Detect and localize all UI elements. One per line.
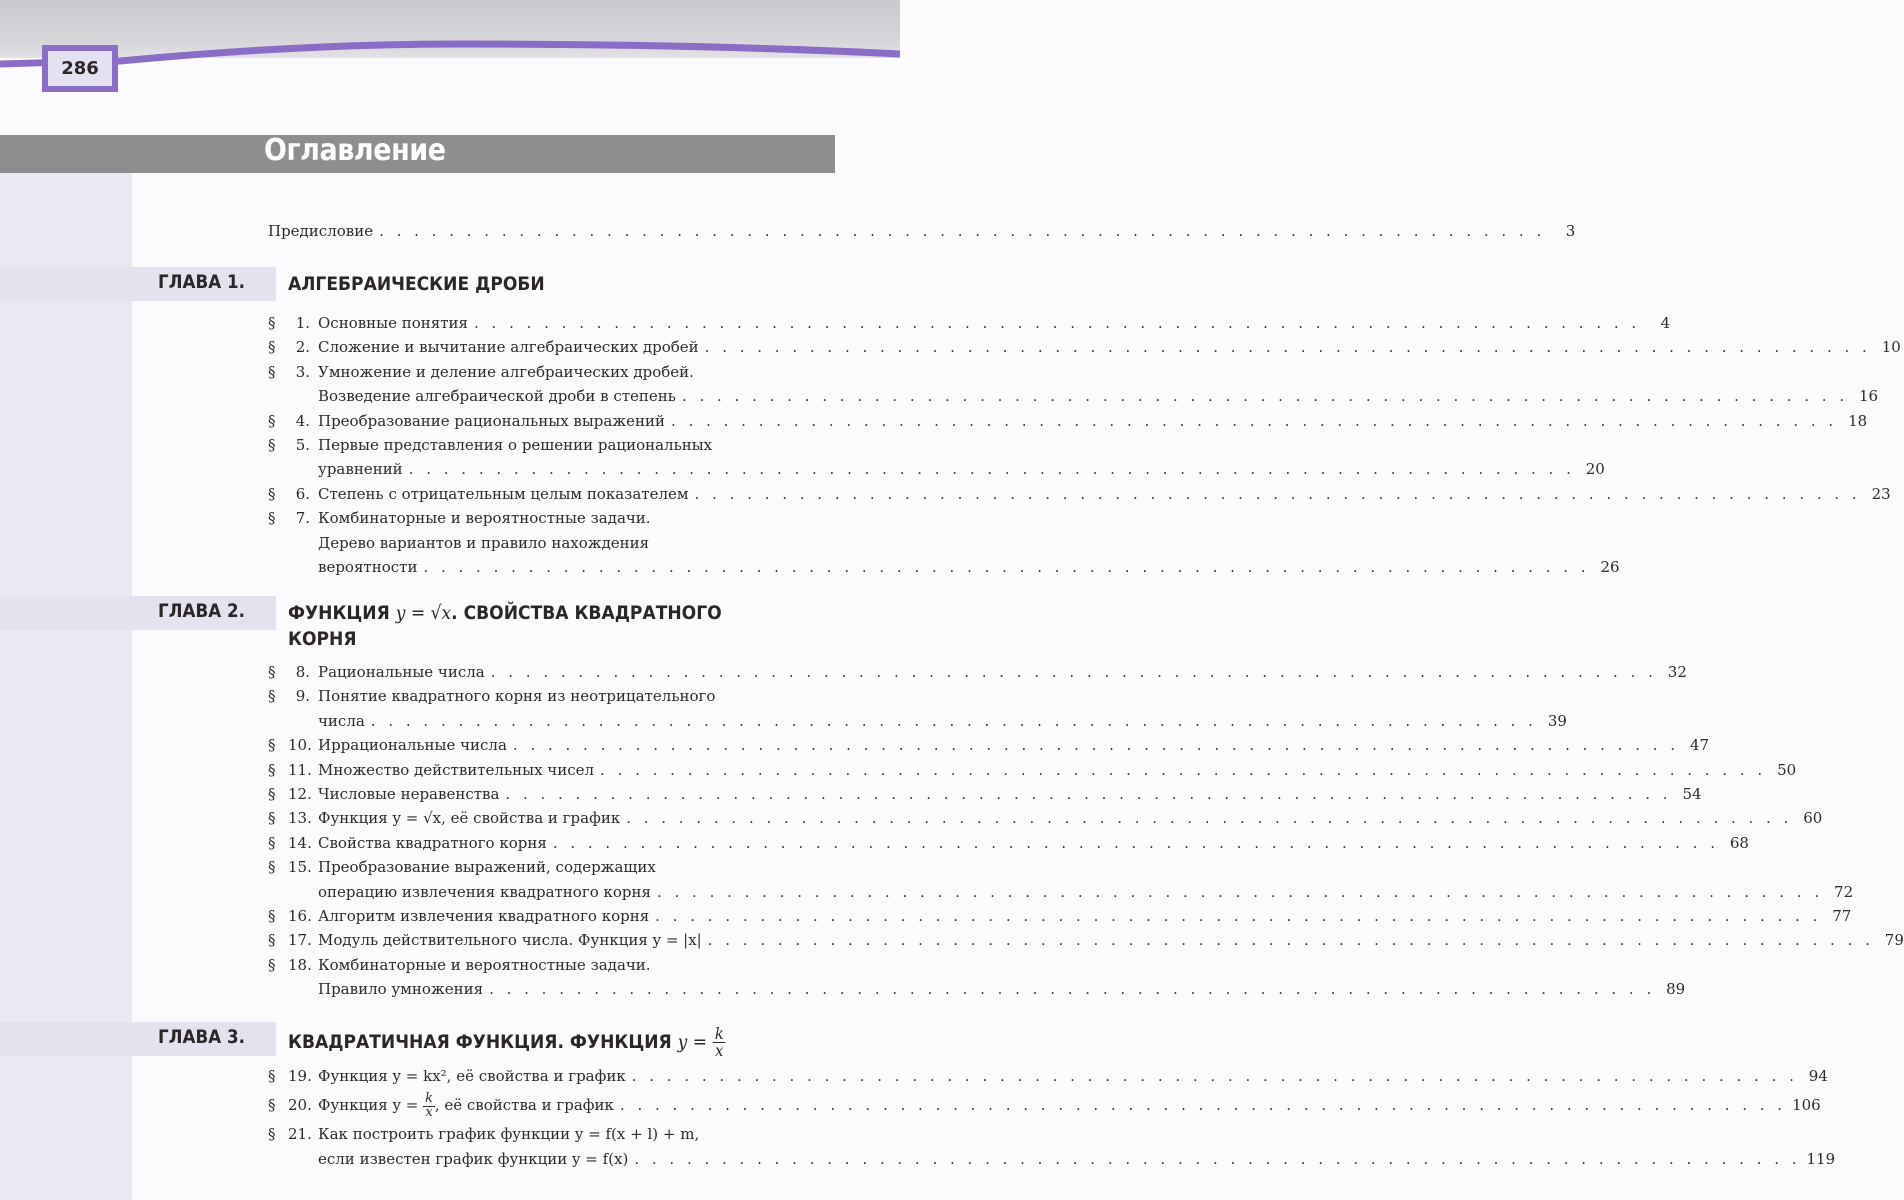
section-number: 15. [288,858,312,877]
toc-entry[interactable] [268,433,1605,482]
section-number: 14. [288,833,312,852]
section-title-cont: Дерево вариантов и правило нахождения [318,533,650,552]
section-title-cont: числа [318,711,365,730]
section-title: Комбинаторные и вероятностные задачи. [318,955,651,974]
chapter-1-sections [268,311,1901,579]
leader-dots [379,222,1545,240]
page-ref: 10 [1881,338,1901,357]
section-sign: § [268,955,276,974]
chapter-title: ФУНКЦИЯ y = √x. СВОЙСТВА КВАДРАТНОГО КОРНЯ [288,602,722,650]
leader-dots [682,384,1848,408]
page-ref: 3 [1565,222,1576,240]
section-title-cont: Правило умножения [318,980,484,999]
section-title: Функция y = √x, её свойства и график [318,809,621,828]
section-sign: § [268,809,276,828]
leader-dots [513,733,1679,757]
page-ref: 106 [1792,1096,1821,1115]
leader-dots [655,904,1821,928]
section-number: 10. [288,736,312,755]
chapter-label: ГЛАВА 1. [158,271,245,293]
section-number: 13. [288,809,312,828]
section-number: 5. [295,436,310,455]
chapter-title: АЛГЕБРАИЧЕСКИЕ ДРОБИ [288,273,545,295]
toc-entry[interactable] [268,482,1891,506]
leader-dots [600,758,1766,782]
section-title: Первые представления о решении рациональных [318,436,713,455]
section-number: 3. [295,362,310,381]
page-ref: 89 [1666,980,1686,999]
page-ref: 23 [1871,484,1891,503]
page-ref: 68 [1729,833,1749,852]
k-over-x-formula: $\frac{k}{x}$ [425,1091,433,1120]
section-title: Как построить график функции y = f(x + l) + m, [318,1125,700,1144]
section-title: Модуль действительного числа. Функция y = |x| [318,931,702,950]
page-ref: 119 [1806,1149,1836,1168]
section-number: 16. [288,907,312,926]
section-number: 12. [288,785,312,804]
section-sign: § [268,411,276,430]
section-title: Комбинаторные и вероятностные задачи. [318,509,651,528]
page-ref: 26 [1600,558,1620,577]
leader-dots [474,311,1640,335]
chapter-label: ГЛАВА 2. [158,600,245,622]
page-ref: 79 [1884,931,1904,950]
chapter-label: ГЛАВА 3. [158,1026,245,1048]
page-ref: 72 [1834,882,1854,901]
toc-entry[interactable] [268,335,1901,359]
toc-entry[interactable] [268,1122,1836,1171]
page-ref: 32 [1667,663,1687,681]
section-sign: § [268,1067,276,1085]
toc-entry-preface[interactable] [268,222,1576,240]
chapter-title: КВАДРАТИЧНАЯ ФУНКЦИЯ. ФУНКЦИЯ y = $\frac{k}{x}$ [288,1024,724,1061]
leader-dots [423,555,1589,579]
section-sign: § [268,663,276,681]
section-number: 2. [295,338,310,357]
chapter-2-sections [268,660,1904,1002]
page-ref: 77 [1832,907,1852,926]
section-title: Числовые неравенства [318,785,500,804]
toc-entry[interactable] [268,660,1687,684]
section-sign: § [268,314,276,332]
page-title: Оглавление [264,133,446,168]
section-title-cont: Возведение алгебраической дроби в степень [318,387,676,406]
toc-entry[interactable] [268,782,1702,806]
section-sign: § [268,362,276,381]
page-ref: 94 [1808,1067,1828,1085]
section-sign: § [268,760,276,779]
section-sign: § [268,484,276,503]
section-sign: § [268,736,276,755]
section-number: 21. [288,1125,312,1144]
section-sign: § [268,907,276,926]
section-number: 9. [295,687,310,706]
leader-dots [657,880,1823,904]
section-number: 19. [288,1067,312,1085]
section-sign: § [268,1096,276,1115]
page-ref: 47 [1689,736,1710,755]
section-title: Иррациональные числа [318,736,507,755]
section-number: 7. [295,509,310,528]
leader-dots [553,831,1719,855]
leader-dots [620,1088,1786,1122]
leader-dots [632,1064,1798,1088]
leader-dots [705,335,1871,359]
section-title: Алгоритм извлечения квадратного корня [318,907,650,926]
section-title: Множество действительных чисел [318,760,595,779]
k-over-x-formula: $\frac{k}{x}$ [714,1024,724,1061]
leader-dots [371,709,1537,733]
sqrt-x-formula: y = √x [395,602,452,624]
chapter-3-sections [268,1064,1836,1171]
section-title-cont: если известен график функции y = f(x) [318,1149,629,1168]
page-ref: 39 [1547,711,1567,730]
header-curve-decoration [0,28,900,78]
section-number: 18. [288,955,312,974]
preface-label: Предисловие [268,222,374,240]
section-title: Сложение и вычитание алгебраических дробей [318,338,699,357]
page-number: 286 [42,45,118,92]
toc-entry[interactable] [268,311,1671,335]
page-ref: 50 [1777,760,1797,779]
toc-entry[interactable] [268,1088,1821,1122]
section-title-cont: вероятности [318,558,418,577]
toc-entry[interactable] [268,733,1710,757]
leader-dots [505,782,1671,806]
toc-entry[interactable] [268,758,1797,782]
page-ref: 18 [1848,411,1868,430]
page-ref: 16 [1859,387,1879,406]
section-number: 17. [288,931,312,950]
section-sign: § [268,931,276,950]
toc-entry[interactable] [268,806,1823,830]
section-sign: § [268,338,276,357]
section-sign: § [268,687,276,706]
page-ref: 20 [1585,460,1605,479]
leader-dots [634,1147,1800,1171]
toc-entry[interactable] [268,953,1686,1002]
section-title: Преобразование выражений, содержащих [318,858,656,877]
leader-dots [695,482,1861,506]
section-title-cont: операцию извлечения квадратного корня [318,882,651,901]
toc-entry[interactable] [268,1064,1828,1088]
section-sign: § [268,858,276,877]
page-ref: 60 [1803,809,1823,828]
leader-dots [489,977,1655,1001]
section-number: 8. [295,663,310,681]
leader-dots [708,928,1874,952]
leader-dots [671,409,1837,433]
section-number: 6. [295,484,310,503]
toc-entry[interactable] [268,506,1620,579]
page-ref: 54 [1682,785,1702,804]
section-number: 11. [288,760,312,779]
toc-entry[interactable] [268,904,1852,928]
page-ref: 4 [1660,314,1671,332]
section-sign: § [268,785,276,804]
section-title: Умножение и деление алгебраических дробей. [318,362,694,381]
section-sign: § [268,509,276,528]
section-title: Основные понятия [318,314,468,332]
toc-entry[interactable] [268,855,1854,904]
leader-dots [626,806,1792,830]
section-title-cont: уравнений [318,460,403,479]
leader-dots [409,457,1575,481]
section-title: Рациональные числа [318,663,485,681]
section-title: Преобразование рациональных выражений [318,411,666,430]
section-sign: § [268,1125,276,1144]
section-number: 4. [295,411,310,430]
section-number: 1. [295,314,310,332]
leader-dots [491,660,1657,684]
section-number: 20. [288,1096,312,1115]
section-title: Свойства квадратного корня [318,833,547,852]
toc-entry[interactable] [268,831,1749,855]
toc-entry[interactable] [268,684,1567,733]
toc-entry[interactable] [268,360,1879,409]
section-sign: § [268,833,276,852]
section-sign: § [268,436,276,455]
section-title: Степень с отрицательным целым показателем [318,484,689,503]
toc-entry[interactable] [268,928,1904,952]
toc-entry[interactable] [268,409,1868,433]
section-title: Функция y = $\frac{k}{x}$ , её свойства и график [318,1091,614,1120]
section-title: Функция y = kx², её свойства и график [318,1067,626,1085]
section-title: Понятие квадратного корня из неотрицательного [318,687,716,706]
